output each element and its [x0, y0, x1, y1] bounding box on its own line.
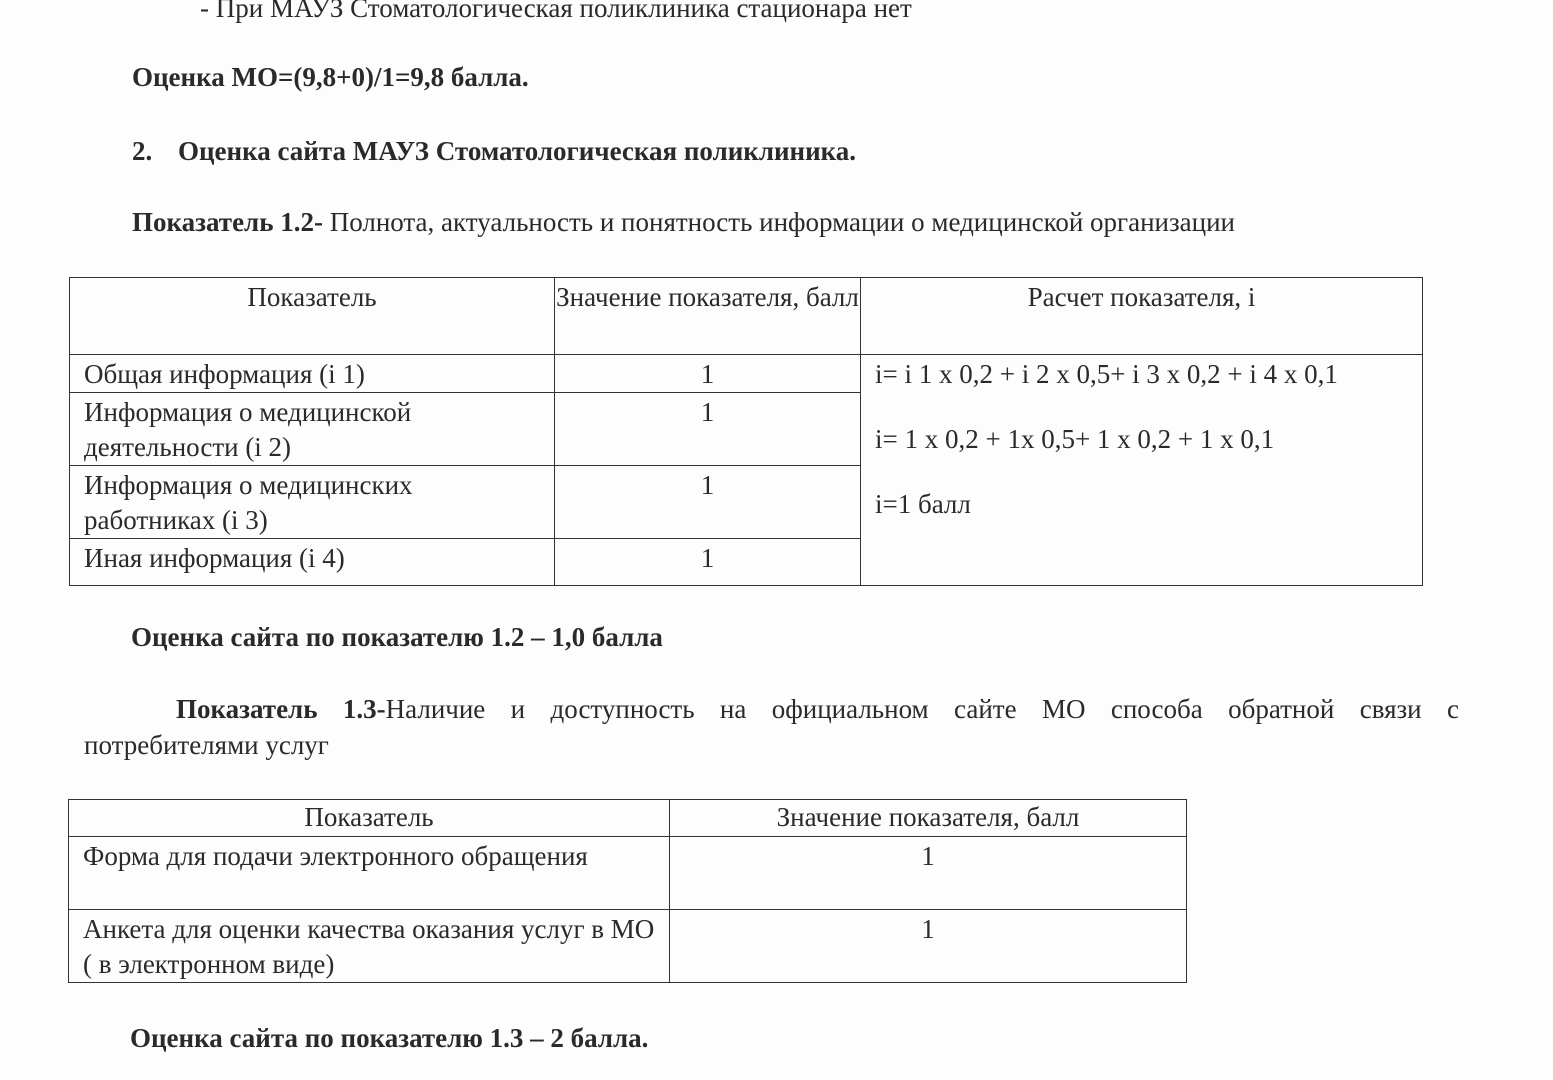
row-name: Иная информация (i 4) — [70, 539, 555, 586]
indicator-1-2-heading — [132, 205, 1235, 239]
header-value: Значение показателя, балл — [555, 278, 861, 355]
mo-rating: Оценка МО=(9,8+0)/1=9,8 балла. — [132, 62, 529, 92]
calc-formula: i= i 1 x 0,2 + i 2 x 0,5+ i 3 x 0,2 + i 4 x 0,1 — [875, 359, 1338, 389]
indicator-1-3-text: Наличие и доступность на официальном сайте МО способа обратной связи с — [385, 694, 1460, 724]
header-calculation: Расчет показателя, i — [861, 278, 1423, 355]
indicator-1-3-label: Показатель 1.3- — [176, 694, 386, 724]
row-name: Информация о медицинских работниках (i 3) — [70, 466, 555, 539]
indicator-1-3-table — [68, 799, 1187, 983]
row-value: 1 — [555, 539, 861, 586]
indicator-1-3-text-continued: потребителями услуг — [84, 730, 329, 760]
row-name: Анкета для оценки качества оказания услуг в МО ( в электронном виде) — [69, 910, 670, 983]
section-title: Оценка сайта МАУЗ Стоматологическая поликлиника. — [178, 136, 857, 166]
table-row — [69, 837, 1187, 910]
section-heading — [132, 134, 856, 168]
table-header-row — [69, 800, 1187, 837]
indicator-1-2-result: Оценка сайта по показателю 1.2 – 1,0 балла — [131, 622, 663, 652]
calc-substitution: i= 1 x 0,2 + 1x 0,5+ 1 x 0,2 + 1 x 0,1 — [875, 424, 1275, 454]
row-value: 1 — [670, 837, 1187, 910]
calc-result: i=1 балл — [875, 489, 971, 519]
indicator-1-2-label: Показатель 1.2- — [132, 207, 323, 237]
table-row — [70, 355, 1423, 393]
row-value: 1 — [555, 355, 861, 393]
row-name: Информация о медицинской деятельности (i 2) — [70, 393, 555, 466]
top-text-line: - При МАУЗ Стоматологическая поликлиника стационара нет — [200, 0, 912, 23]
indicator-1-2-text: Полнота, актуальность и понятность информации о медицинской организации — [322, 207, 1235, 237]
row-name: Форма для подачи электронного обращения — [69, 837, 670, 910]
indicator-1-3-result: Оценка сайта по показателю 1.3 – 2 балла. — [130, 1023, 649, 1053]
indicator-1-2-table — [69, 277, 1423, 586]
header-indicator: Показатель — [69, 800, 670, 837]
table-row — [69, 910, 1187, 983]
row-name: Общая информация (i 1) — [70, 355, 555, 393]
row-value: 1 — [555, 466, 861, 539]
calculation-cell — [861, 355, 1423, 586]
indicator-1-3-heading — [176, 692, 1459, 726]
header-indicator: Показатель — [70, 278, 555, 355]
row-value: 1 — [555, 393, 861, 466]
section-number: 2. — [132, 136, 153, 166]
table-header-row — [70, 278, 1423, 355]
header-value: Значение показателя, балл — [670, 800, 1187, 837]
row-value: 1 — [670, 910, 1187, 983]
